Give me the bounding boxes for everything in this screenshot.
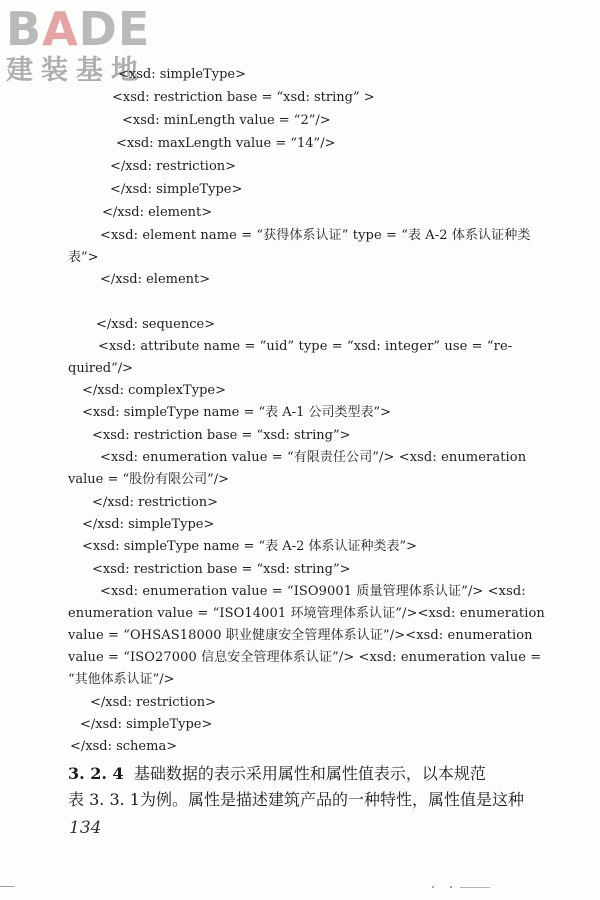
- code-line-2: <xsd: restriction base = “xsd: string” >: [112, 90, 375, 105]
- code-line-12: <xsd: attribute name = “uid” type = “xsd: integer” use = “re-: [98, 339, 513, 354]
- section-text-1: 基础数据的表示采用属性和属性值表示，以本规范: [133, 764, 486, 783]
- logo-letter-b: B: [6, 2, 43, 56]
- section-paragraph-line-2: 表 3. 3. 1为例。属性是描述建筑产品的一种特性，属性值是这种: [68, 790, 524, 809]
- code-line-11: </xsd: sequence>: [96, 317, 216, 332]
- section-number: 3. 2. 4: [68, 764, 124, 783]
- code-line-20: </xsd: simpleType>: [82, 517, 215, 532]
- code-line-13: quired”/>: [68, 361, 133, 376]
- scan-artifact-left: [0, 886, 14, 887]
- section-paragraph-line-1: [68, 762, 486, 786]
- code-line-14: </xsd: complexType>: [82, 383, 226, 398]
- code-line-8: <xsd: element name = “获得体系认证” type = “表 A-2 体系认证种类: [100, 228, 531, 243]
- page-number: 134: [69, 818, 102, 838]
- code-line-24: enumeration value = “ISO14001 环境管理体系认证”/><xsd: enumeration: [68, 606, 545, 621]
- scan-artifact-dot-1: [432, 886, 434, 888]
- code-line-5: </xsd: restriction>: [110, 159, 237, 174]
- code-line-30: </xsd: schema>: [70, 739, 178, 754]
- code-line-25: value = “OHSAS18000 职业健康安全管理体系认证”/><xsd: enumeration: [68, 628, 533, 643]
- logo-letters-de: DE: [78, 2, 151, 56]
- code-line-28: </xsd: restriction>: [90, 695, 217, 710]
- code-line-9: 表”>: [68, 250, 99, 265]
- code-line-17: <xsd: enumeration value = “有限责任公司”/> <xsd: enumeration: [100, 450, 527, 465]
- code-line-3: <xsd: minLength value = “2”/>: [122, 113, 331, 128]
- logo-letter-a: A: [42, 2, 79, 56]
- code-line-18: value = “股份有限公司”/>: [68, 472, 230, 487]
- logo-wordmark: [6, 4, 176, 54]
- code-line-23: <xsd: enumeration value = “ISO9001 质量管理体系认证”/> <xsd:: [100, 584, 526, 599]
- logo-chinese-text: 建装基地: [6, 55, 146, 86]
- scan-artifact-right: [460, 887, 490, 888]
- code-line-1: <xsd: simpleType>: [118, 67, 246, 82]
- code-line-7: </xsd: element>: [102, 205, 213, 220]
- code-line-27: “其他体系认证”/>: [68, 672, 175, 687]
- code-line-26: value = “ISO27000 信息安全管理体系认证”/> <xsd: enumeration value =: [68, 650, 542, 665]
- code-line-4: <xsd: maxLength value = “14”/>: [116, 136, 336, 151]
- code-line-22: <xsd: restriction base = “xsd: string”>: [92, 562, 351, 577]
- code-line-19: </xsd: restriction>: [92, 495, 219, 510]
- code-line-15: <xsd: simpleType name = “表 A-1 公司类型表”>: [82, 405, 392, 420]
- code-line-29: </xsd: simpleType>: [80, 717, 213, 732]
- code-line-6: </xsd: simpleType>: [110, 182, 243, 197]
- code-line-16: <xsd: restriction base = “xsd: string”>: [92, 428, 351, 443]
- code-line-10: </xsd: element>: [100, 272, 211, 287]
- scan-artifact-dot-2: [450, 886, 452, 888]
- code-line-21: <xsd: simpleType name = “表 A-2 体系认证种类表”>: [82, 539, 418, 554]
